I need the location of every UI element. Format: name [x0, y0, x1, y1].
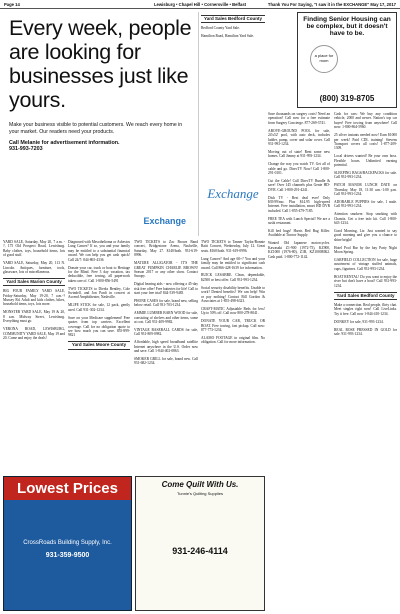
ad-phone: 931-993-7203 — [9, 146, 43, 152]
classified-col-1 — [3, 240, 65, 472]
classified-item: Dish TV - Best deal ever! Only $39.99/mo. Plus $14.95 high-speed Internet. Free installation, smart HD DVR included. Call 1-855-479-7185. — [268, 195, 330, 213]
classified-item: Attention smokers: Stop smoking with Chantix. Get a free info kit. Call 1-800-643-1234. — [334, 212, 397, 226]
ad-body: Make your business visible to potential customers. We reach every home in your market. Our readers need your products. — [9, 122, 183, 135]
classified-item: FREE TEA with Lunch Special! We are a sushi restaurant. — [268, 216, 330, 226]
advertise-ad — [3, 12, 199, 236]
classified-col-4 — [201, 240, 265, 472]
classified-item: MONSTER YARD SALE, May 19 & 20, 8 a.m. Midway Street, Lewisburg. Everything must go. — [3, 310, 65, 324]
classified-item: AMMIE LUMBER BARN WOOD for sale, consisting of shelves and other items, some at cost. Call 931-409-9982. — [134, 311, 198, 325]
lowest-prices-title: Lowest Prices — [4, 477, 131, 500]
classified-item: SLEEPING BAGS/BACKPACKS for sale. Call 931-993-1234. — [334, 170, 397, 180]
classified-item: Change the way you watch TV. Get all of cable and go. DirecTV Now! Call 1-800-291-0101. — [268, 162, 330, 175]
classified-item: Cut the Cable! Call DirecTV Bundle & save! Over 145 channels plus Genie HD-DVR. Call 1-800-291-4241. — [268, 178, 330, 192]
classified-item: PHONE CASES for sale, brand new, selling below retail. Call 931-703-1234. — [134, 298, 198, 308]
quilt-ad-phone: 931-246-4114 — [172, 546, 228, 556]
section-heading: Yard Sales Marion County — [3, 278, 65, 286]
classified-item: BIG FOUR FAMILY YARD SALE, Friday-Saturday, May 19-20, 7 a.m.-? Mussey Rd. Adult and kids clothes, bikes, household items, toys, lots more. — [3, 289, 65, 307]
header-tagline: Thank You For Saying, "I saw it in the EXCHANGE" May 17, 2017 — [267, 2, 396, 7]
classified-item: Save on your Medicare supplement! Free quotes from top carriers. Excellent coverage. Call for no obligation quote to see how much you can save. 855-899-9821 — [68, 315, 130, 338]
exchange-mark: Exchange — [207, 186, 259, 201]
quilt-ad — [135, 476, 265, 611]
classified-item: YARD SALE, Saturday, May 20, 7 a.m. - ?, 175 Old Prospect Road, Lewisburg. Baby clothes, toys, household items, lots of good stuff. — [3, 240, 65, 258]
lowest-prices-ad — [3, 476, 132, 611]
classified-item: Kill bed bugs! Harris Bed Bug Killer. Available at Tractor Supply. — [268, 229, 330, 238]
classified-item: REAL ROSE PRESSED IN GOLD for sale. 931-993-1234. — [334, 327, 397, 336]
page-header — [0, 0, 400, 9]
classified-item: TWO TICKETS to Dierks Bentley, Cole Swindell, and Jon Pardi in concert at Ascend Amphitheater, Nashville. — [68, 286, 130, 300]
classified-item: GARFIELD COLLECTION for sale, huge assortment of vintage stuffed animals, cups, figurines. Call 931-993-1234. — [334, 258, 397, 271]
quilt-ad-title: Come Quilt With Us. — [161, 480, 239, 489]
ad-cta: Call Melanie for advertisement information. — [9, 140, 120, 146]
section-heading: Yard Sales Bedford County — [334, 292, 397, 300]
senior-ad-title: Finding Senior Housing can be complex, but it doesn't have to be. — [303, 16, 391, 37]
classified-item: DONATE YOUR CAR, TRUCK OR BOAT. Free towing, fast pickup. Call now: 877-773-1234. — [201, 319, 265, 332]
place-for-mom-logo: a place for mom — [310, 45, 338, 73]
classified-item: Diagnosed with Mesothelioma or Asbestos Lung Cancer? If so, you and your family may be entitled to a substantial financial award. We can help you get cash quick! Call 24/7: 844-865-4336 — [68, 240, 130, 262]
header-towns: Lewisburg • Chapel Hill • Cornersville • Belfast — [153, 2, 247, 7]
classified-item: ADORABLE PUPPIES for sale, 1 male. Call 931-993-1234. — [334, 200, 397, 209]
ad-headline: Every week, people are looking for businesses just like yours. — [9, 16, 192, 112]
senior-housing-ad — [297, 12, 397, 108]
classified-col-3 — [134, 240, 198, 472]
classified-col-2 — [68, 240, 130, 472]
classified-item: Hamilton Road, Hamilton Yard Sale. — [201, 34, 255, 39]
classified-item: Hotel Pool Bar by the bay Party Night Moon Spring. — [334, 245, 397, 255]
classified-item: TWO TICKETS to Tanner Taylor/Bonnie Raitt Concert, Wednesday, July 12. Great seats. $160/both. 931-619-0996. — [201, 240, 265, 253]
classified-item: YARD SALE, Saturday, May 20, 113 N. Lincoln. Antiques, furniture, tools, glassware, lots of miscellaneous. — [3, 261, 65, 274]
classified-item: BOAT RENTAL! Do you want to enjoy the river but don't have a boat? Call 931-993-1234. — [334, 274, 397, 288]
classified-item: VERONA ROAD, LEWISBURG, COMMUNITY YARD SALE, May 19 and 20. Come and enjoy the deals! — [3, 327, 65, 340]
classified-item: VINTAGE BASEBALL CARDS for sale, Call 931-809-0982. — [134, 328, 198, 337]
lowest-prices-phone: 931-359-9500 — [45, 552, 90, 559]
classified-item: DONKEY for sale, 931-993-1234. — [334, 319, 384, 324]
classified-item: Make a connection. Real people, flirty chat. Meet singles right now! Call LiveLinks. Try it free. Call now 1-844-410-1234. — [334, 302, 397, 316]
page-number: Page 14 — [4, 2, 20, 7]
classified-item: Donate your car, truck or boat to Heritage for the Blind. Free 3 day vacation, tax deductible, free towing, all paperwork taken care of. Call 1-800-856-5491 — [68, 265, 130, 283]
classified-item: Bedford County Yard Sale. — [201, 26, 240, 31]
classified-item: Moving out of state! Rent some new homes. Call Jimmy at 931-993-1234. — [268, 149, 330, 159]
classified-item: Affordable, high speed broadband satellite Internet anywhere in the U.S. Order now and save. Call 1-844-402-0863. — [134, 340, 198, 354]
classified-item: ALAMO FOOTAGE in original film. No obligation. Call for more information. — [201, 335, 265, 345]
senior-ad-phone: (800) 319-8705 — [319, 94, 375, 103]
classified-item: Local drivers wanted! Be your own boss. Flexible hours. Unlimited earning potential. — [334, 154, 397, 168]
section-heading: Yard Sales Bedford County — [201, 15, 265, 23]
quilt-ad-sub: Tunnie's Quilting Supplies — [177, 491, 223, 496]
classified-item: 25 silver instants needed now! Earn $1000 per week! Paid CDL training! Stevens Transport covers all costs! 1-877-209-1309. — [334, 133, 397, 151]
classified-item: Cash for cars: We buy any condition vehicle, 2000 and newer. Nation's top car buyer! Free towing from anywhere! Call now: 1-800-864-5960. — [334, 112, 397, 130]
classified-item: Social security disability benefits. Unable to work? Denied benefits? We can help! Win or pay nothing! Contact Bill Gordon & Associates at 1-855-498-6323. — [201, 285, 265, 303]
classified-item: SMOKER GRILL for sale, brand new. Call 931-682-1234. — [134, 357, 198, 366]
classified-item: TWO TICKETS to Zac Brown Band concert, Bridgestone Arena, Nashville, Saturday, May 27. $140/both. 931-619-0996. — [134, 240, 198, 258]
classified-item: MATURE ALLIGATOR - IT'S THE GREAT PUMPKIN CHARLIE BROWN! Season 2017 or any other show. Contact Snoopy. — [134, 261, 198, 279]
classified-item: CRAFT-MATIC Adjustable Beds for less! Up to 50% off. Call now 800-278-8041. — [201, 306, 265, 316]
classified-col-6 — [334, 112, 397, 612]
classified-item: Good Morning, Lis: Just wanted to say good morning and give you a chance to shine bright! — [334, 229, 397, 242]
classified-item: MLIFE STICK for sale, 12 pack, gently used. Call 931-302-1234. — [68, 303, 130, 312]
exchange-logo: Exchange — [143, 216, 186, 226]
classified-item: PATCH MANOR LUNCH DATE on Thursday, May 18, 11:30 a.m.-1:00 p.m. Call 931-993-1234. — [334, 183, 397, 197]
classified-item: Digital hearing aids - now offering a 45-day risk free offer! Free batteries for life! Call to start your free trial! 844-539-9483 — [134, 282, 198, 296]
classified-item: BUICK LESABRE. Clean, dependable, $2500 or best offer. Call 931-993-1234. — [201, 273, 265, 282]
classified-col-5 — [268, 112, 330, 612]
classified-item: Save thousands on surgery costs! Need an operation? Call now for a free estimate from Surgery Concierge. 877-269-3741. — [268, 112, 330, 125]
classified-item: Wanted Old Japanese motorcycles. Kawasaki Z1-900 (1972-75), KZ900, KZ1000 (1976-80), Z1R, KZ1000MK2. Cash paid. 1-800-772-1142. — [268, 241, 330, 259]
lowest-prices-sub: CrossRoads Building Supply, Inc. — [23, 540, 112, 546]
classified-item: Lung Cancer? And age 60+? You and your family may be entitled to significant cash award. Call 866-428-1639 for information. — [201, 256, 265, 270]
classified-item: ABOVE-GROUND POOL for sale, 24'x52' pool, with auto deck, includes ladder, pump, cover and solar cover. Call 931-993-1234. — [268, 128, 330, 146]
section-heading: Yard Sales Moore County — [68, 341, 130, 349]
